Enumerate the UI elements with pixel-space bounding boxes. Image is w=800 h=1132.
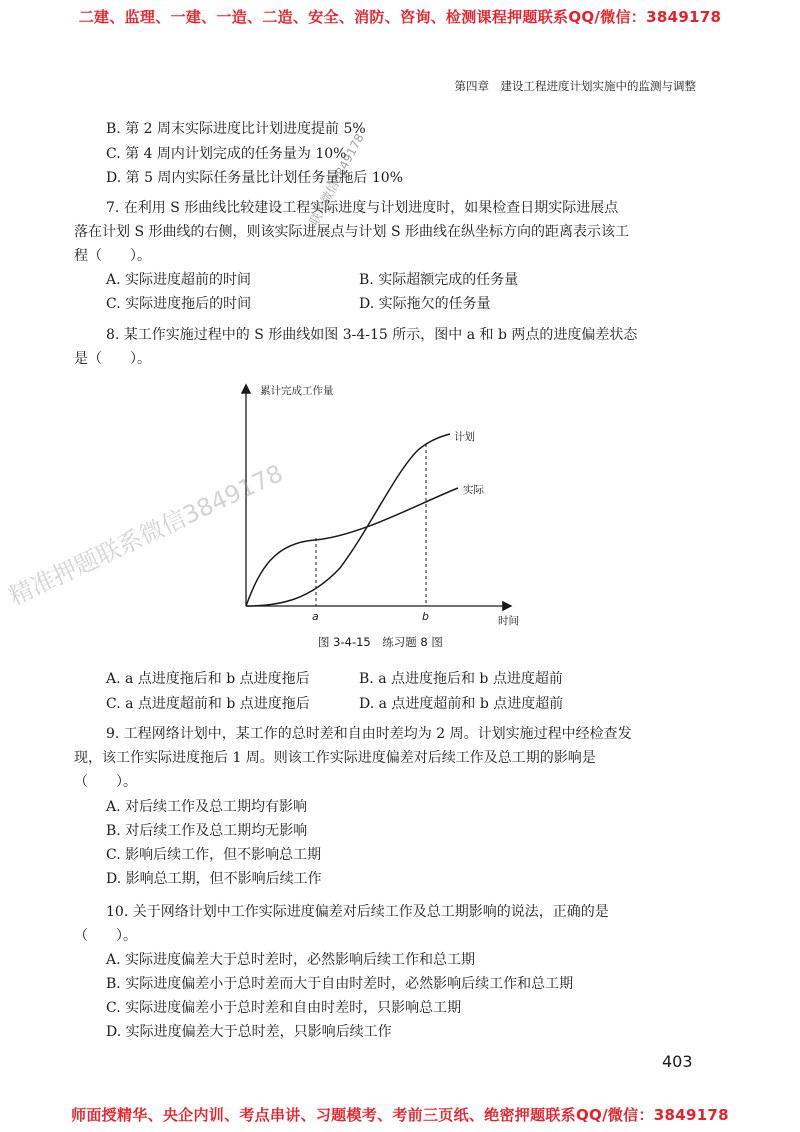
q10-option-a: A. 实际进度偏差大于总时差时，必然影响后续工作和总工期 bbox=[106, 952, 476, 968]
q8-option-c: C. a 点进度超前和 b 点进度拖后 bbox=[106, 696, 310, 712]
x-axis-label: 时间 bbox=[498, 615, 519, 627]
q7-option-b: B. 实际超额完成的任务量 bbox=[359, 272, 519, 288]
q9-option-b: B. 对后续工作及总工期均无影响 bbox=[106, 823, 308, 839]
chapter-header: 第四章 建设工程进度计划实施中的监测与调整 bbox=[454, 79, 696, 93]
q9-stem-line-3: （ ）。 bbox=[74, 774, 137, 790]
small-watermark: 联系微信3849178 bbox=[306, 131, 367, 228]
q7-stem-line-1: 7. 在利用 S 形曲线比较建设工程实际进度与计划进度时，如果检查日期实际进展点 bbox=[106, 200, 619, 216]
q7-stem-line-3: 程（ ）。 bbox=[74, 248, 151, 264]
q7-option-c: C. 实际进度拖后的时间 bbox=[106, 296, 252, 312]
q9-option-a: A. 对后续工作及总工期均有影响 bbox=[106, 799, 308, 815]
x-tick-b: b bbox=[422, 610, 429, 623]
q10-stem-line-1: 10. 关于网络计划中工作实际进度偏差对后续工作及总工期影响的说法，正确的是 bbox=[106, 904, 609, 920]
q9-stem-line-2: 现，该工作实际进度拖后 1 周。则该工作实际进度偏差对后续工作及总工期的影响是 bbox=[74, 750, 596, 766]
q8-stem-line-2: 是（ ）。 bbox=[74, 351, 151, 367]
y-axis-label: 累计完成工作量 bbox=[260, 385, 334, 397]
q7-option-a: A. 实际进度超前的时间 bbox=[106, 272, 252, 288]
diagonal-watermark: 精准押题联系微信3849178 bbox=[4, 459, 288, 611]
q8-stem-line-1: 8. 某工作实施过程中的 S 形曲线如图 3-4-15 所示，图中 a 和 b 两点的进度偏差状态 bbox=[106, 327, 638, 343]
q9-option-d: D. 影响总工期，但不影响后续工作 bbox=[106, 871, 322, 887]
q6-option-c: C. 第 4 周内计划完成的任务量为 10% bbox=[106, 146, 347, 162]
planned-series-label: 计划 bbox=[454, 431, 475, 443]
q9-stem-line-1: 9. 工程网络计划中，某工作的总时差和自由时差均为 2 周。计划实施过程中经检查发 bbox=[106, 726, 632, 742]
q10-option-b: B. 实际进度偏差小于总时差而大于自由时差时，必然影响后续工作和总工期 bbox=[106, 976, 574, 992]
x-tick-a: a bbox=[312, 610, 319, 623]
page-number: 403 bbox=[662, 1052, 693, 1071]
planned-curve bbox=[246, 434, 450, 606]
q8-option-d: D. a 点进度超前和 b 点进度超前 bbox=[359, 696, 564, 712]
bottom-banner: 师面授精华、央企内训、考点串讲、习题模考、考前三页纸、绝密押题联系QQ/微信：3849178 bbox=[71, 1106, 729, 1124]
actual-series-label: 实际 bbox=[463, 484, 484, 496]
q6-option-d: D. 第 5 周内实际任务量比计划任务量拖后 10% bbox=[106, 170, 403, 186]
q6-option-b: B. 第 2 周末实际进度比计划进度提前 5% bbox=[106, 121, 366, 137]
q10-option-c: C. 实际进度偏差小于总时差和自由时差时，只影响总工期 bbox=[106, 1000, 462, 1016]
s-curve-chart bbox=[220, 378, 540, 628]
q10-option-d: D. 实际进度偏差大于总时差，只影响后续工作 bbox=[106, 1024, 392, 1040]
figure-caption: 图 3-4-15 练习题 8 图 bbox=[318, 635, 443, 649]
top-banner: 二建、监理、一建、一造、二造、安全、消防、咨询、检测课程押题联系QQ/微信：3849178 bbox=[78, 8, 722, 26]
q8-option-a: A. a 点进度拖后和 b 点进度拖后 bbox=[106, 671, 310, 687]
q7-option-d: D. 实际拖欠的任务量 bbox=[359, 296, 491, 312]
q7-stem-line-2: 落在计划 S 形曲线的右侧，则该实际进展点与计划 S 形曲线在纵坐标方向的距离表示该工 bbox=[74, 224, 629, 240]
q8-option-b: B. a 点进度拖后和 b 点进度超前 bbox=[359, 671, 563, 687]
q10-stem-line-2: （ ）。 bbox=[74, 928, 137, 944]
q9-option-c: C. 影响后续工作，但不影响总工期 bbox=[106, 847, 322, 863]
